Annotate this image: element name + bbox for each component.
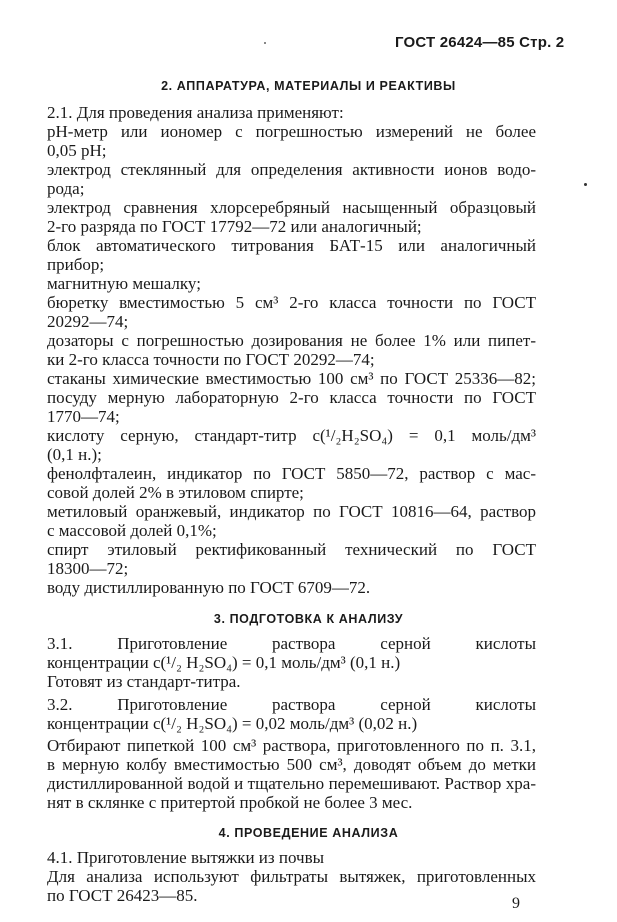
text-line: pH-метр или иономер с погрешностью измерений не более bbox=[47, 122, 536, 141]
scan-speck bbox=[584, 183, 587, 186]
text-line: 1770—74; bbox=[47, 407, 120, 426]
text-line: 2.1. Для проведения анализа применяют: bbox=[47, 103, 344, 122]
text-line: совой долей 2% в этиловом спирте; bbox=[47, 483, 304, 502]
text-line: дистиллированной водой и тщательно перемешивают. Раствор хра- bbox=[47, 774, 536, 793]
text-line: 18300—72; bbox=[47, 559, 129, 578]
text-line: прибор; bbox=[47, 255, 105, 274]
text-line: бюретку вместимостью 5 см³ 2-го класса точности по ГОСТ bbox=[47, 293, 536, 312]
text-line: концентрации с(¹/₂ H₂SO₄) = 0,02 моль/дм³ (0,02 н.) bbox=[47, 714, 418, 733]
text-line: блок автоматического титрования БАТ-15 или аналогичный bbox=[47, 236, 536, 255]
text-line: Отбирают пипеткой 100 см³ раствора, приготовленного по п. 3.1, bbox=[47, 736, 536, 755]
text-line: с массовой долей 0,1%; bbox=[47, 521, 217, 540]
text-line: метиловый оранжевый, индикатор по ГОСТ 10816—64, раствор bbox=[47, 502, 536, 521]
text-line: электрод стеклянный для определения активности ионов водо- bbox=[47, 160, 536, 179]
text-line: ки 2-го класса точности по ГОСТ 20292—74; bbox=[47, 350, 375, 369]
section-3-title: 3. ПОДГОТОВКА К АНАЛИЗУ bbox=[213, 612, 404, 626]
text-line: фенолфталеин, индикатор по ГОСТ 5850—72, раствор с мас- bbox=[47, 464, 536, 483]
text-line: 3.2. Приготовление раствора серной кислоты bbox=[47, 695, 536, 714]
text-line: посуду мерную лабораторную 2-го класса точности по ГОСТ bbox=[47, 388, 536, 407]
page-header: ГОСТ 26424—85 Стр. 2 bbox=[395, 34, 565, 51]
section-4-title: 4. ПРОВЕДЕНИЕ АНАЛИЗА bbox=[218, 826, 399, 840]
text-line: магнитную мешалку; bbox=[47, 274, 201, 293]
text-line: 4.1. Приготовление вытяжки из почвы bbox=[47, 848, 325, 867]
text-line: Для анализа используют фильтраты вытяжек, приготовленных bbox=[47, 867, 536, 886]
text-line: кислоту серную, стандарт-титр с(¹/₂H₂SO₄) = 0,1 моль/дм³ bbox=[47, 426, 536, 445]
scan-speck bbox=[264, 42, 266, 44]
text-line: в мерную колбу вместимостью 500 см³, доводят объем до метки bbox=[47, 755, 536, 774]
text-line: воду дистиллированную по ГОСТ 6709—72. bbox=[47, 578, 371, 597]
text-line: Готовят из стандарт-титра. bbox=[47, 672, 241, 691]
text-line: по ГОСТ 26423—85. bbox=[47, 886, 198, 905]
text-line: концентрации с(¹/₂ H₂SO₄) = 0,1 моль/дм³ (0,1 н.) bbox=[47, 653, 401, 672]
section-2-title: 2. АППАРАТУРА, МАТЕРИАЛЫ И РЕАКТИВЫ bbox=[161, 79, 456, 93]
text-line: дозаторы с погрешностью дозирования не более 1% или пипет- bbox=[47, 331, 536, 350]
text-line: 20292—74; bbox=[47, 312, 129, 331]
text-line: 2-го разряда по ГОСТ 17792—72 или аналогичный; bbox=[47, 217, 422, 236]
page-number: 9 bbox=[512, 895, 520, 912]
text-line: нят в склянке с притертой пробкой не более 3 мес. bbox=[47, 793, 413, 812]
text-line: (0,1 н.); bbox=[47, 445, 102, 464]
text-line: рода; bbox=[47, 179, 85, 198]
text-line: электрод сравнения хлорсеребряный насыщенный образцовый bbox=[47, 198, 536, 217]
text-line: 0,05 pH; bbox=[47, 141, 107, 160]
text-line: спирт этиловый ректификованный технический по ГОСТ bbox=[47, 540, 536, 559]
text-line: 3.1. Приготовление раствора серной кислоты bbox=[47, 634, 536, 653]
text-line: стаканы химические вместимостью 100 см³ по ГОСТ 25336—82; bbox=[47, 369, 536, 388]
